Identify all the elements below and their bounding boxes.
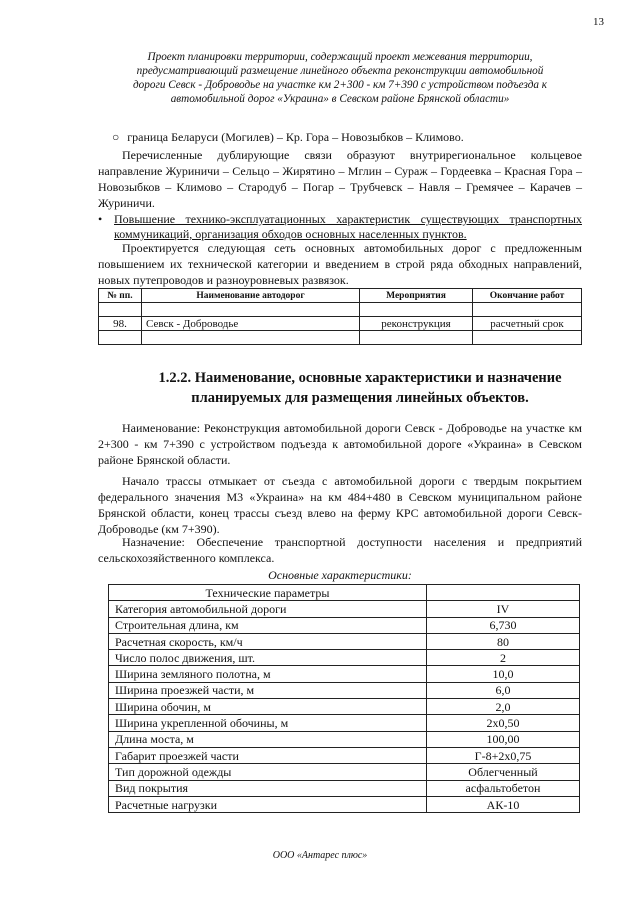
document-header [100,50,580,106]
circle-bullet-icon: ○ [112,130,120,144]
param-name: Ширина обочин, м [109,699,427,715]
border-bullet-text: граница Беларуси (Могилев) – Кр. Гора – Новозыбков – Климово. [127,130,464,144]
section-title [140,368,580,408]
param-name: Длина моста, м [109,731,427,747]
param-value: 2х0,50 [427,715,580,731]
param-value: 80 [427,633,580,649]
param-name: Ширина проезжей части, м [109,682,427,698]
tech-caption: Основные характеристики: [268,568,412,582]
table-row [109,747,580,763]
table-header-row [99,289,582,303]
header-line: автомобильной дорог «Украина» в Севском районе Брянской области» [170,93,510,105]
table-row [109,633,580,649]
param-value: 2 [427,650,580,666]
param-name: Строительная длина, км [109,617,427,633]
param-name: Тип дорожной одежды [109,764,427,780]
roads-table [98,288,582,345]
road-number: 98. [99,317,142,331]
document-footer: ООО «Антарес плюс» [272,850,368,861]
section-title-line: 1.2.2. Наименование, основные характеристики и назначение [158,370,562,386]
start-paragraph: Начало трассы отмыкает от съезда с автомобильной дороги с твердым покрытием федерального значения М3 «Украина» на км 484+480 в Севском муниципальном районе Брянской области, конец трассы съезд влево на ферму КРС автомобильной дороги Севск-Доброводье (км 7+390). [98,474,582,536]
table-row [99,303,582,317]
col-header-measures: Мероприятия [360,289,473,303]
tech-header-row [109,585,580,601]
table-row [109,764,580,780]
page-number: 13 [593,16,604,28]
param-name: Ширина укрепленной обочины, м [109,715,427,731]
header-line: дороги Севск - Доброводье на участке км 2+300 - км 7+390 с устройством подъезда к [133,79,547,91]
param-name: Габарит проезжей части [109,747,427,763]
table-row [109,731,580,747]
header-line: Проект планировки территории, содержащий проект межевания территории, [147,51,533,63]
table-row [109,617,580,633]
table-row [109,780,580,796]
improve-bullet-text: Повышение технико-эксплуатационных характеристик существующих транспортных коммуникаций, организация обходов основных населенных пунктов. [114,212,582,241]
param-value: Г-8+2х0,75 [427,747,580,763]
dot-bullet-icon: • [98,212,103,226]
road-measure: реконструкция [360,317,473,331]
col-header-completion: Окончание работ [473,289,582,303]
param-value: 10,0 [427,666,580,682]
table-row [99,331,582,345]
table-row [109,650,580,666]
ring-paragraph: Перечисленные дублирующие связи образуют внутрирегиональное кольцевое направление Журиничи – Сельцо – Жирятино – Мглин – Сураж – Гордеевка – Красная Гора – Новозыбков – Климово – Стародуб – Погар – Трубчевск – Навля – Гремячее – Карачев – Журиничи. [98,148,582,210]
param-value: асфальтобетон [427,780,580,796]
param-name: Категория автомобильной дороги [109,601,427,617]
param-name: Число полос движения, шт. [109,650,427,666]
name-paragraph: Наименование: Реконструкция автомобильной дороги Севск - Доброводье на участке км 2+300 - км 7+390 с устройством подъезда к автомобильной дороге «Украина» в Севском районе Брянской области. [98,421,582,467]
tech-header: Технические параметры [109,585,427,601]
param-name: Расчетная скорость, км/ч [109,633,427,649]
param-name: Вид покрытия [109,780,427,796]
road-completion: расчетный срок [473,317,582,331]
param-value: 6,730 [427,617,580,633]
param-value: 6,0 [427,682,580,698]
param-name: Расчетные нагрузки [109,796,427,812]
table-row [109,601,580,617]
purpose-paragraph: Назначение: Обеспечение транспортной доступности населения и предприятий сельскохозяйственного комплекса. [98,535,582,565]
network-paragraph: Проектируется следующая сеть основных автомобильных дорог с предложенным повышением их технической категории и введением в строй ряда обходных направлений, новых путепроводов и разноуровневых развязок. [98,241,582,287]
table-row [99,317,582,331]
param-value: IV [427,601,580,617]
table-row [109,715,580,731]
table-row [109,699,580,715]
param-name: Ширина земляного полотна, м [109,666,427,682]
col-header-number: № пп. [99,289,142,303]
table-row [109,796,580,812]
param-value: 100,00 [427,731,580,747]
tech-table [108,584,580,813]
table-row [109,666,580,682]
border-bullet [112,130,464,145]
param-value: АК-10 [427,796,580,812]
improve-bullet [98,212,582,242]
col-header-road: Наименование автодорог [142,289,360,303]
param-value: 2,0 [427,699,580,715]
table-row [109,682,580,698]
param-value: Облегченный [427,764,580,780]
header-line: предусматривающий размещение линейного объекта реконструкции автомобильной [136,65,544,77]
section-title-line: планируемых для размещения линейных объектов. [191,390,529,406]
road-name: Севск - Доброводье [142,317,360,331]
